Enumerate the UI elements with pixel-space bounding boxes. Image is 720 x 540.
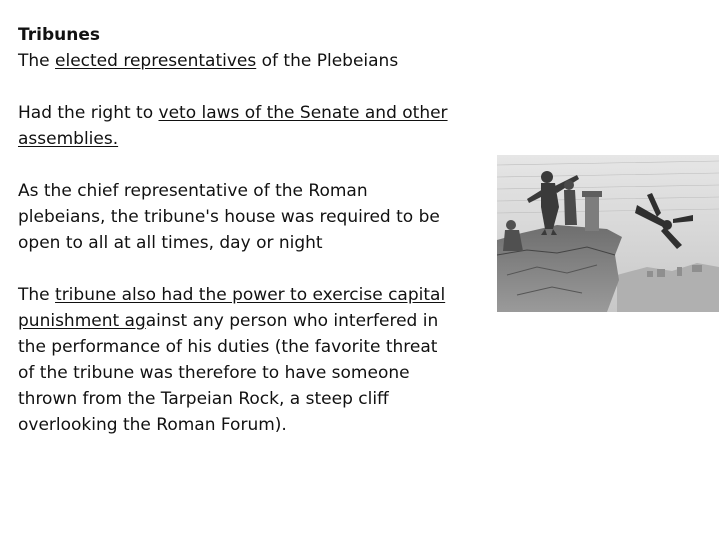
text-line: overlooking the Roman Forum). — [18, 415, 287, 435]
slide-title: Tribunes — [18, 25, 100, 45]
text-body — [18, 22, 498, 438]
tarpeian-rock-illustration — [497, 155, 719, 312]
text-line: the performance of his duties (the favorite threat — [18, 337, 438, 357]
paragraph-elected — [18, 48, 498, 74]
text-line: of the tribune was therefore to have someone — [18, 363, 410, 383]
text: ainst any person who interfered in — [145, 311, 439, 331]
text: The — [18, 285, 56, 305]
underlined-text: tribune also had the power to exercise capital — [55, 285, 446, 305]
text-line: As the chief representative of the Roman — [18, 181, 368, 201]
text: of the Plebeians — [256, 51, 399, 71]
text: The — [18, 51, 56, 71]
paragraph-house — [18, 178, 498, 256]
text: Had the right to — [18, 103, 159, 123]
paragraph-capital-punishment — [18, 282, 498, 438]
text-line: open to all at all times, day or night — [18, 233, 323, 253]
underlined-text: assemblies. — [18, 129, 119, 149]
text-line: thrown from the Tarpeian Rock, a steep cliff — [18, 389, 389, 409]
underlined-text: elected representatives — [55, 51, 257, 71]
text-line: plebeians, the tribune's house was required to be — [18, 207, 440, 227]
underlined-text: punishment ag — [18, 311, 146, 331]
underlined-text: veto laws of the Senate and other — [158, 103, 448, 123]
paragraph-veto — [18, 100, 498, 152]
